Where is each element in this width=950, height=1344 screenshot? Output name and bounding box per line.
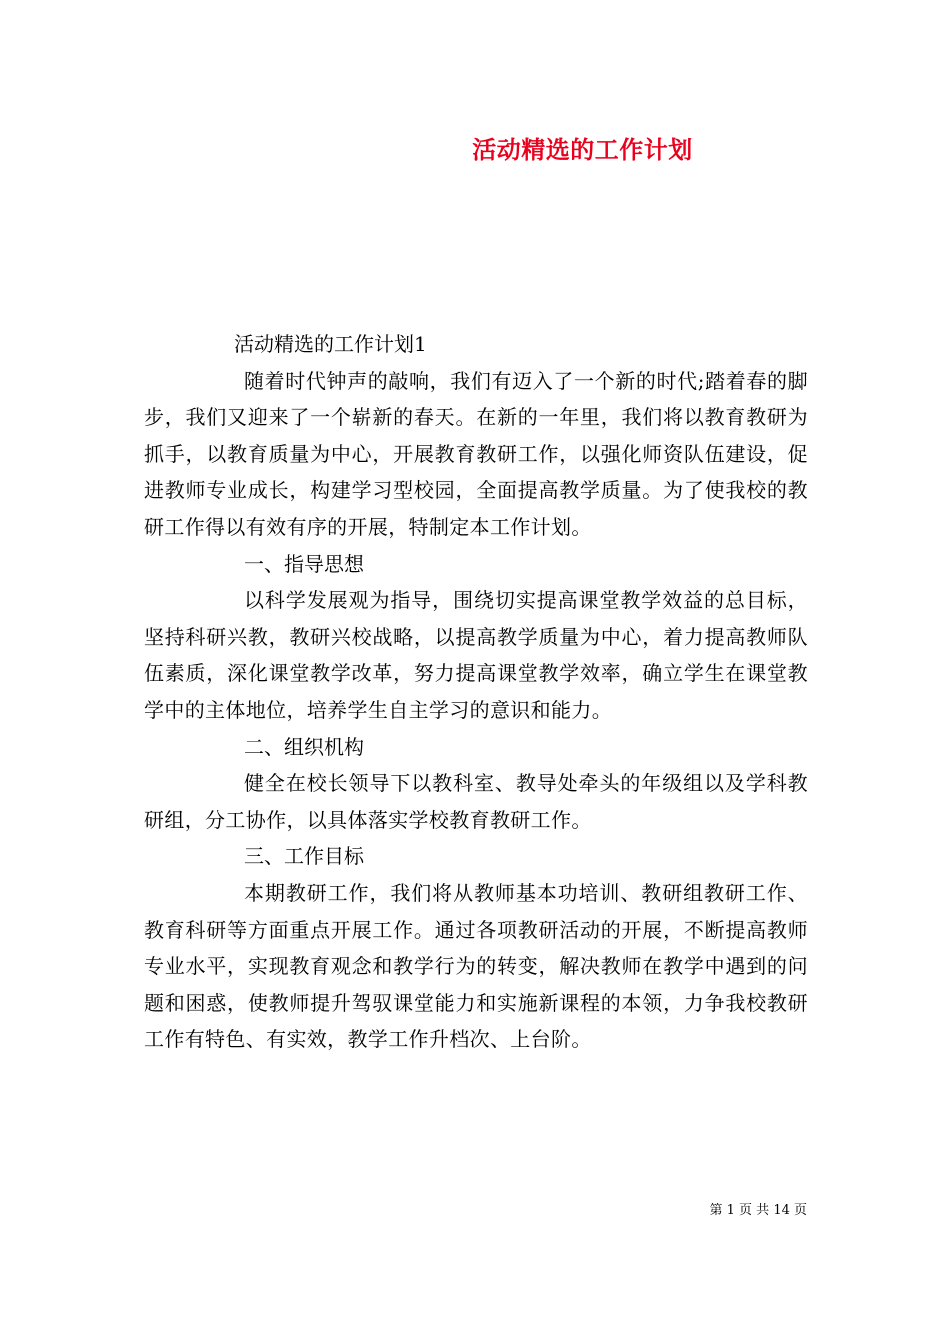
intro-paragraph: 随着时代钟声的敲响，我们有迈入了一个新的时代;踏着春的脚步，我们又迎来了一个崭新的春天。在新的一年里，我们将以教育教研为抓手，以教育质量为中心，开展教育教研工作，以强化师资队伍建设，促进教师专业成长，构建学习型校园，全面提高教学质量。为了使我校的教研工作得以有效有序的开展，特制定本工作计划。 [144, 368, 808, 539]
section-subtitle: 活动精选的工作计划1 [234, 332, 427, 356]
document-title: 活动精选的工作计划 [472, 135, 693, 164]
section-heading-organization: 二、组织机构 [244, 734, 364, 759]
document-body [144, 326, 808, 1058]
section-heading-guiding: 一、指导思想 [244, 551, 364, 576]
guiding-paragraph: 以科学发展观为指导，围绕切实提高课堂教学效益的总目标，坚持科研兴教，教研兴校战略，以提高教学质量为中心，着力提高教师队伍素质，深化课堂教学改革，努力提高课堂教学效率，确立学生在课堂教学中的主体地位，培养学生自主学习的意识和能力。 [144, 588, 808, 722]
page-number-footer: 第 1 页 共 14 页 [709, 1203, 807, 1218]
goals-paragraph: 本期教研工作，我们将从教师基本功培训、教研组教研工作、教育科研等方面重点开展工作。通过各项教研活动的开展，不断提高教师专业水平，实现教育观念和教学行为的转变，解决教师在教学中遇到的问题和困惑，使教师提升驾驭课堂能力和实施新课程的本领，力争我校教研工作有特色、有实效，教学工作升档次、上台阶。 [144, 880, 808, 1052]
organization-paragraph: 健全在校长领导下以教科室、教导处牵头的年级组以及学科教研组，分工协作，以具体落实学校教育教研工作。 [144, 771, 808, 832]
section-heading-goals: 三、工作目标 [244, 844, 364, 869]
